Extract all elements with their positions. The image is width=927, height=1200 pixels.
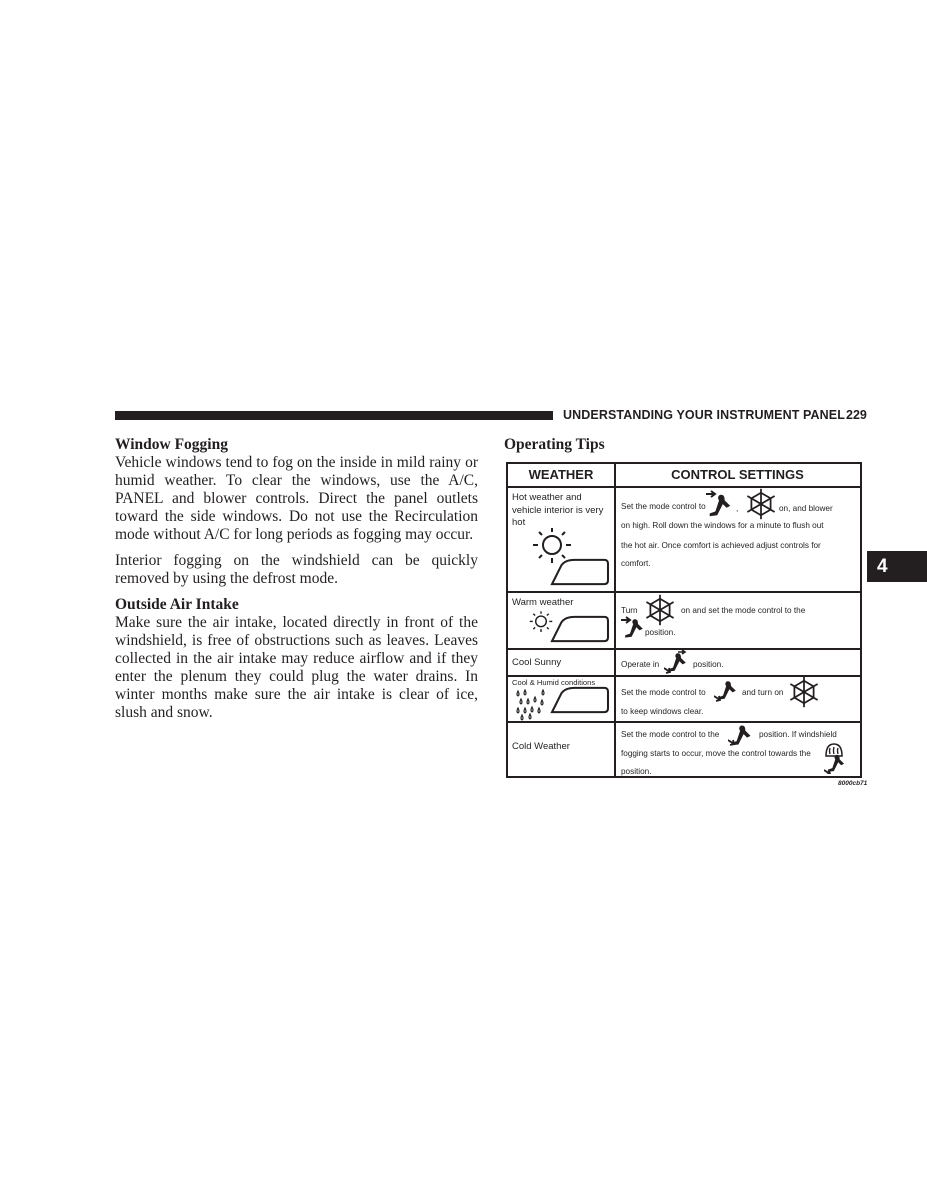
cool-sunny-settings-line-2: position. (693, 660, 724, 669)
figure-code: 8000cb71 (838, 780, 868, 787)
snowflake-icon (788, 676, 820, 708)
hot-settings-line-1b: on, and blower (779, 504, 833, 513)
weather-cool-sunny: Cool Sunny (512, 657, 562, 668)
weather-warm: Warm weather (512, 597, 574, 608)
weather-cool-humid: Cool & Humid conditions (512, 678, 596, 687)
window-fogging-heading: Window Fogging (115, 436, 228, 453)
page-number: 229 (846, 408, 867, 422)
warm-settings-line-2: position. (645, 628, 676, 637)
floor-mode-icon (728, 722, 754, 748)
cold-settings-line-1: Set the mode control to the (621, 730, 720, 739)
control-settings-column-header: CONTROL SETTINGS (671, 467, 804, 482)
cold-settings-line-3: position. (621, 767, 652, 776)
panel-mode-icon (621, 616, 647, 640)
operating-tips-table (506, 462, 862, 778)
hot-settings-line-4: comfort. (621, 559, 651, 568)
warm-settings-turn: Turn (621, 606, 638, 615)
raindrops-icon (514, 689, 550, 721)
windshield-icon (550, 615, 610, 643)
weather-cold: Cold Weather (512, 741, 570, 752)
cool-humid-settings-line-1b: and turn on (742, 688, 784, 697)
snowflake-icon (745, 488, 777, 520)
window-fogging-paragraph-1: Vehicle windows tend to fog on the inside in mild rainy or humid weather. To clear the windows, use the A/C, PANEL and blower controls. Direct the panel outlets toward the side windows. Do not use the Recirculation mode without A/C for long periods as fogging may occur. (115, 454, 478, 543)
panel-mode-icon (706, 490, 734, 520)
floor-mode-icon (714, 678, 740, 702)
running-header: UNDERSTANDING YOUR INSTRUMENT PANEL (563, 408, 845, 422)
column-divider (614, 464, 616, 776)
windshield-icon (550, 558, 610, 586)
mix-mode-icon (664, 650, 690, 674)
cool-humid-settings-line-2: to keep windows clear. (621, 707, 704, 716)
left-column (115, 436, 478, 730)
cool-humid-settings-line-1: Set the mode control to (621, 688, 706, 697)
hot-settings-line-3: the hot air. Once comfort is achieved adjust controls for (621, 541, 821, 550)
chapter-tab: 4 (867, 551, 927, 582)
mix-mode-icon (824, 752, 848, 774)
header-rule (115, 411, 553, 420)
row-divider (508, 721, 860, 723)
window-fogging-paragraph-2: Interior fogging on the windshield can be quickly removed by using the defrost mode. (115, 552, 478, 587)
row-divider (508, 486, 860, 488)
hot-settings-line-1: Set the mode control to (621, 502, 706, 511)
windshield-icon (550, 686, 610, 714)
cold-settings-line-2: fogging starts to occur, move the control towards the (621, 749, 811, 758)
outside-air-intake-heading: Outside Air Intake (115, 596, 239, 613)
cold-settings-line-1b: position. If windshield (759, 730, 837, 739)
weather-column-header: WEATHER (528, 467, 594, 482)
hot-settings-comma: , (736, 504, 739, 513)
operating-tips-heading: Operating Tips (504, 436, 605, 453)
row-divider (508, 591, 860, 593)
warm-settings-line-1: on and set the mode control to the (681, 606, 806, 615)
snowflake-icon (644, 594, 676, 626)
weather-hot: Hot weather and vehicle interior is very hot (512, 492, 604, 528)
cool-sunny-settings-line-1: Operate in (621, 660, 660, 669)
hot-settings-line-2: on high. Roll down the windows for a minute to flush out (621, 521, 824, 530)
outside-air-intake-paragraph: Make sure the air intake, located directly in front of the windshield, is free of obstructions such as leaves. Leaves collected in the air intake may reduce airflow and if they enter the plenum they could plug the water drains. In winter months make sure the air intake is clear of ice, slush and snow. (115, 614, 478, 721)
